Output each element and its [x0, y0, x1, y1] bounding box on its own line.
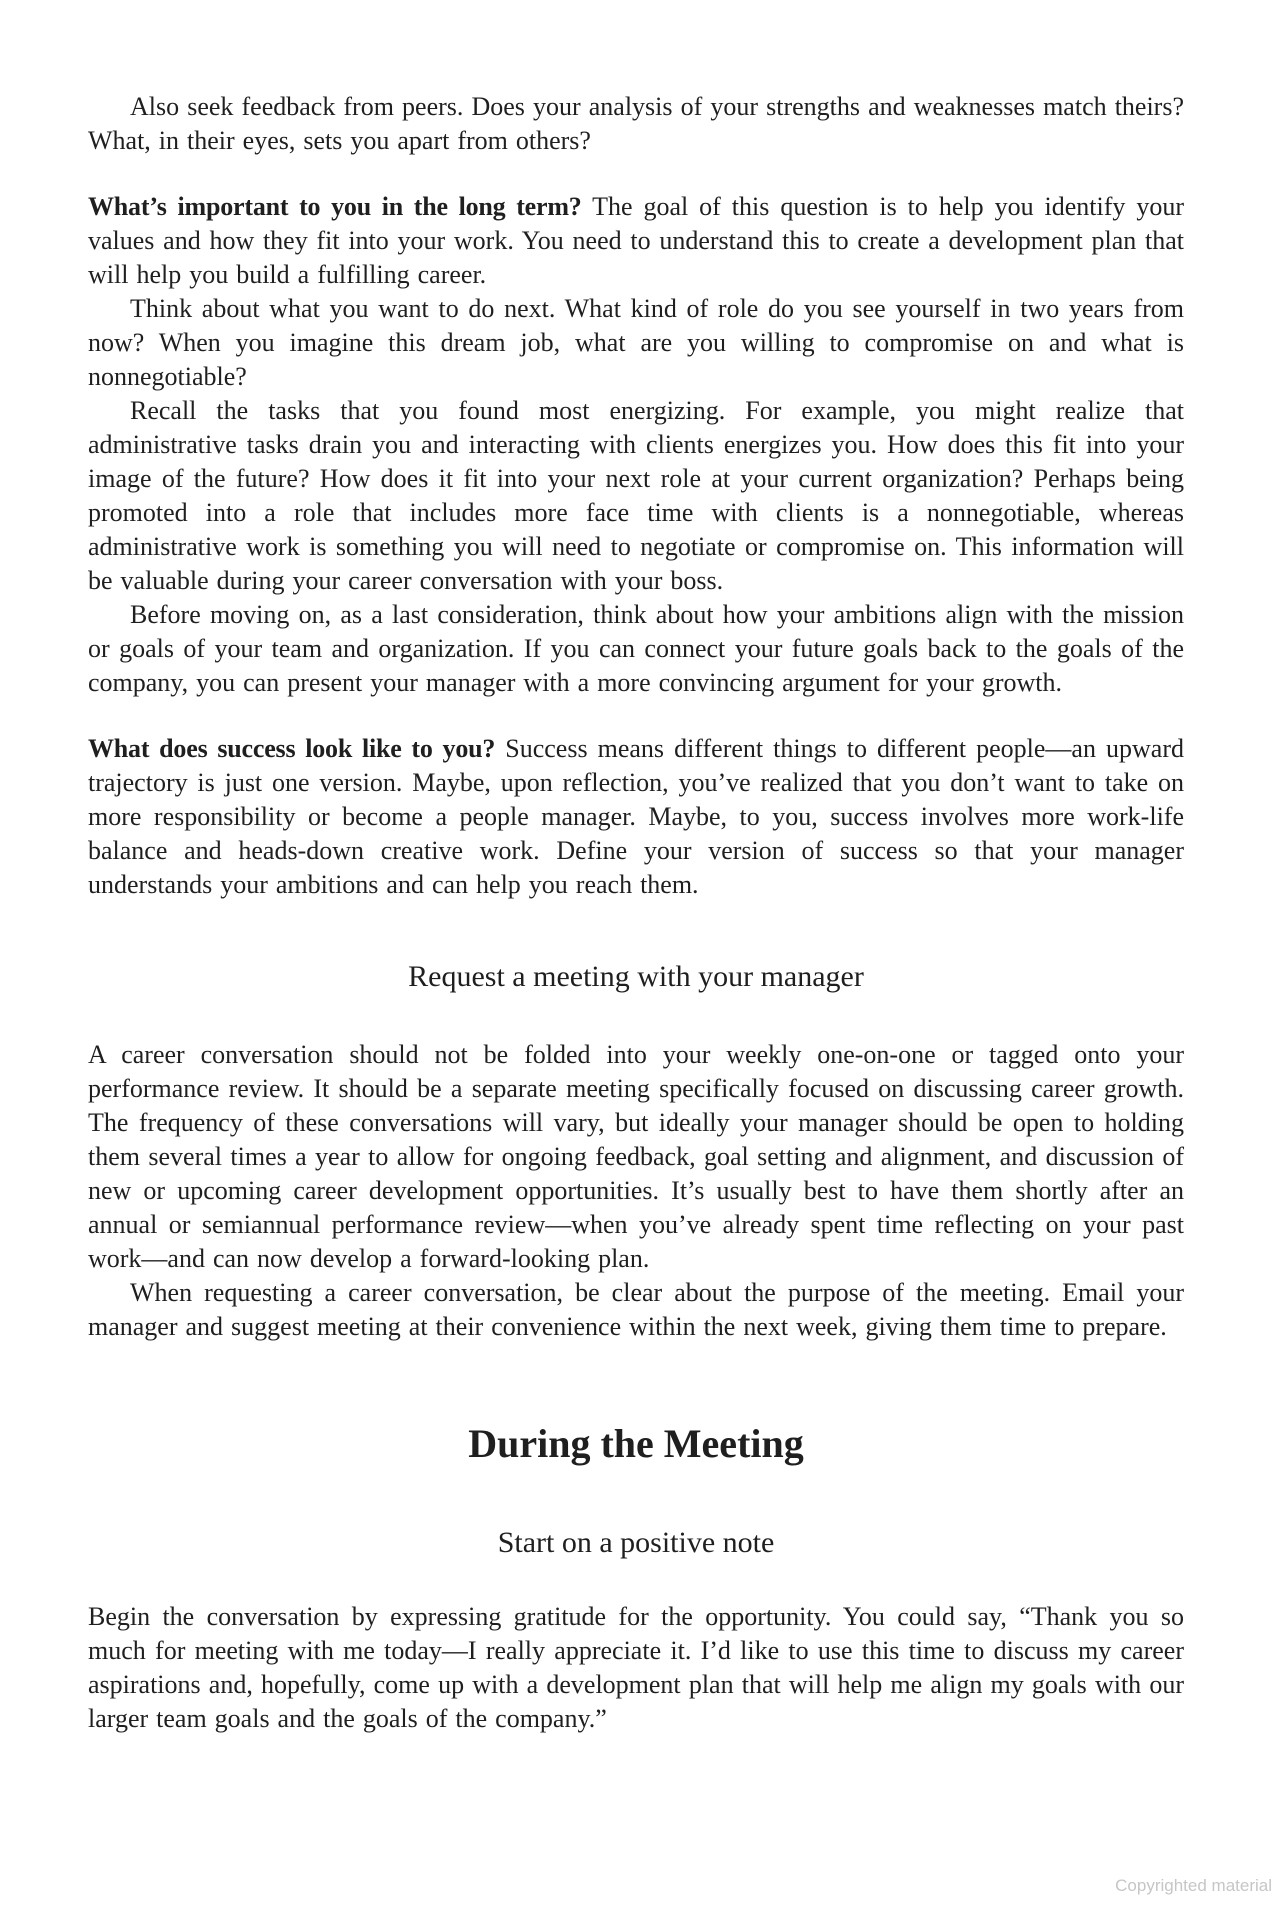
- paragraph-when-requesting: When requesting a career conversation, be clear about the purpose of the meeting. Email your manager and suggest meeting at their convenience within the next week, giving them time to prepare.: [88, 1278, 1184, 1341]
- paragraph-think-next: Think about what you want to do next. What kind of role do you see yourself in two years from now? When you imagine this dream job, what are you willing to compromise on and what is nonnegotiable?: [88, 294, 1184, 391]
- paragraph-success-body: Success means different things to different people—an upward trajectory is just one version. Maybe, upon reflection, you’ve realized that you don’t want to take on more responsibility or become a people manager. Maybe, to you, success involves more work-life balance and heads-down creative work. Define your version of success so that your manager understands your ambitions and can help you reach them.: [88, 734, 1184, 899]
- paragraph-begin-conversation: Begin the conversation by expressing gratitude for the opportunity. You could say, “Thank you so much for meeting with me today—I really appreciate it. I’d like to use this time to discuss my career aspirations and, hopefully, come up with a development plan that will help me align my goals with our larger team goals and the goals of the company.”: [88, 1602, 1184, 1733]
- paragraph-career-conversation: A career conversation should not be folded into your weekly one-on-one or tagged onto your performance review. It should be a separate meeting specifically focused on discussing career growth. The frequency of these conversations will vary, but ideally your manager should be open to holding them several times a year to allow for ongoing feedback, goal setting and alignment, and discussion of new or upcoming career development opportunities. It’s usually best to have them shortly after an annual or semiannual performance review—when you’ve already spent time reflecting on your past work—and can now develop a forward-looking plan.: [88, 1040, 1184, 1273]
- section-heading-request-meeting: Request a meeting with your manager: [408, 960, 864, 993]
- page-text-column: [88, 90, 1184, 1736]
- paragraph-before-moving-on: Before moving on, as a last consideration, think about how your ambitions align with the mission or goals of your team and organization. If you can connect your future goals back to the goals of the company, you can present your manager with a more convincing argument for your growth.: [88, 600, 1184, 697]
- paragraph-success-question: [88, 732, 1184, 902]
- question-lead-success: What does success look like to you?: [88, 734, 496, 763]
- paragraph-peer-feedback: Also seek feedback from peers. Does your analysis of your strengths and weaknesses match theirs? What, in their eyes, sets you apart from others?: [88, 92, 1184, 155]
- copyright-notice: Copyrighted material: [1115, 1876, 1272, 1895]
- question-lead-long-term: What’s important to you in the long term?: [88, 192, 582, 221]
- chapter-heading-during-the-meeting: During the Meeting: [468, 1421, 804, 1466]
- paragraph-long-term-body: The goal of this question is to help you identify your values and how they fit into your work. You need to understand this to create a development plan that will help you build a fulfilling career.: [88, 192, 1184, 289]
- paragraph-long-term-question: [88, 190, 1184, 292]
- section-heading-positive-note: Start on a positive note: [497, 1526, 775, 1559]
- paragraph-recall-tasks: Recall the tasks that you found most energizing. For example, you might realize that administrative tasks drain you and interacting with clients energizes you. How does this fit into your image of the future? How does it fit into your next role at your current organization? Perhaps being promoted into a role that includes more face time with clients is a nonnegotiable, whereas administrative work is something you will need to negotiate or compromise on. This information will be valuable during your career conversation with your boss.: [88, 396, 1184, 595]
